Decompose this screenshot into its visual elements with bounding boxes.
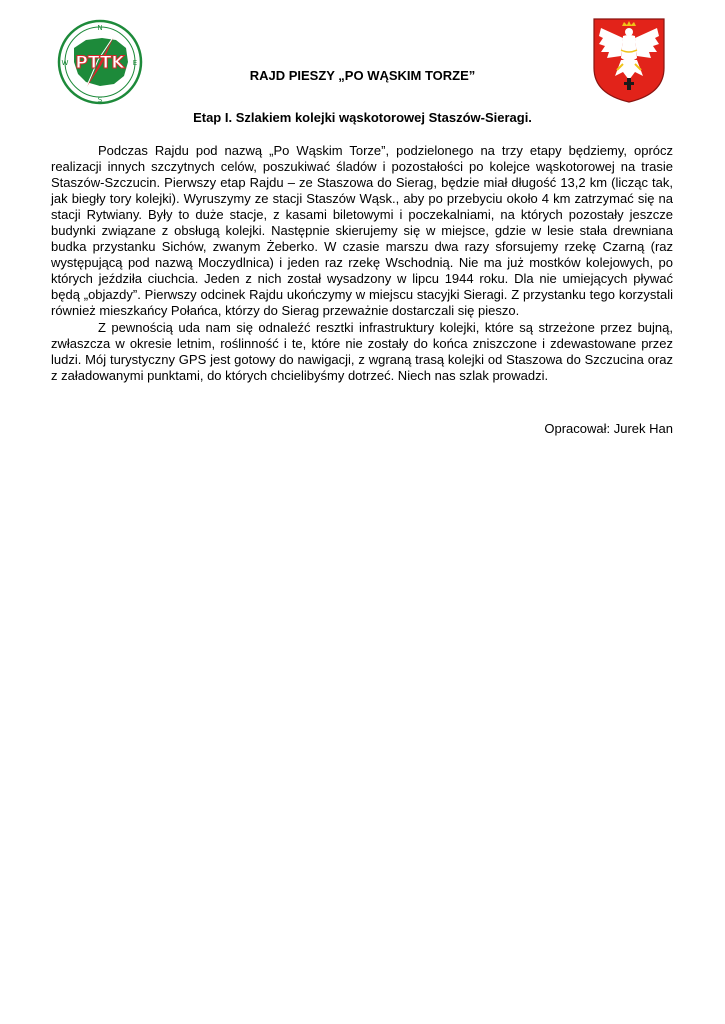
paragraph: Z pewnością uda nam się odnaleźć resztki infrastruktury kolejki, które są strzeżone przez bujną, zwłaszcza w okresie letnim, roślinność i te, które nie zostały do końca zniszczone i zdewastowane przez ludzi. Mój turystyczny GPS jest gotowy do nawigacji, z wgraną trasą kolejki od Staszowa do Szczucina oraz z załadowanymi punktami, do których chcielibyśmy dotrzeć. Niech nas szlak prowadzi.	[51, 319, 673, 383]
body-text	[51, 143, 673, 384]
author-signature: Opracował: Jurek Han	[544, 421, 673, 436]
paragraph: Podczas Rajdu pod nazwą „Po Wąskim Torze”, podzielonego na trzy etapy będziemy, oprócz realizacji innych szczytnych celów, poszukiwać śladów i pozostałości po kolejce wąskotorowej na trasie Staszów-Szczucin. Pierwszy etap Rajdu – ze Staszowa do Sierag, będzie miał długość 13,2 km (licząc tak, jak biegły tory kolejki). Wyruszymy ze stacji Staszów Wąsk., aby po przebyciu około 4 km zatrzymać się na stacji Rytwiany. Były to duże stacje, z kasami biletowymi i poczekalniami, na których pozostały jeszcze budynki związane z obsługą kolejki. Następnie skierujemy się w miejsce, gdzie w lesie stała drewniana budka przystanku Sichów, zwanym Żeberko. W czasie marszu dwa razy sforsujemy rzekę Czarną (raz występującą pod nazwą Moczydlnica) i jeden raz rzekę Wschodnią. Nie ma już mostków kolejowych, po których jeździła ciuchcia. Jeden z nich został wysadzony w lipcu 1944 roku. Dla nie umiejących pływać będą „objazdy”. Pierwszy odcinek Rajdu ukończymy w miejscu stacyjki Sieragi. Z przystanku tego korzystali również mieszkańcy Połańca, którzy do Sierag przeważnie dostarczali się pieszo.	[51, 143, 673, 319]
compass-e-letter: E	[132, 59, 138, 67]
white-eagle-coat-of-arms-icon	[591, 16, 667, 104]
document-subtitle: Etap I. Szlakiem kolejki wąskotorowej Staszów-Sieragi.	[193, 110, 532, 125]
compass-w-letter: W	[61, 59, 69, 67]
compass-n-letter: N	[97, 24, 103, 32]
pttk-logo-icon	[56, 18, 144, 106]
pttk-compass-logo-icon	[56, 18, 144, 106]
pttk-logo-text: PTTK	[75, 53, 125, 73]
compass-s-letter: S	[97, 96, 103, 104]
coat-of-arms-icon	[591, 16, 667, 104]
document-title: RAJD PIESZY „PO WĄSKIM TORZE”	[249, 68, 476, 83]
